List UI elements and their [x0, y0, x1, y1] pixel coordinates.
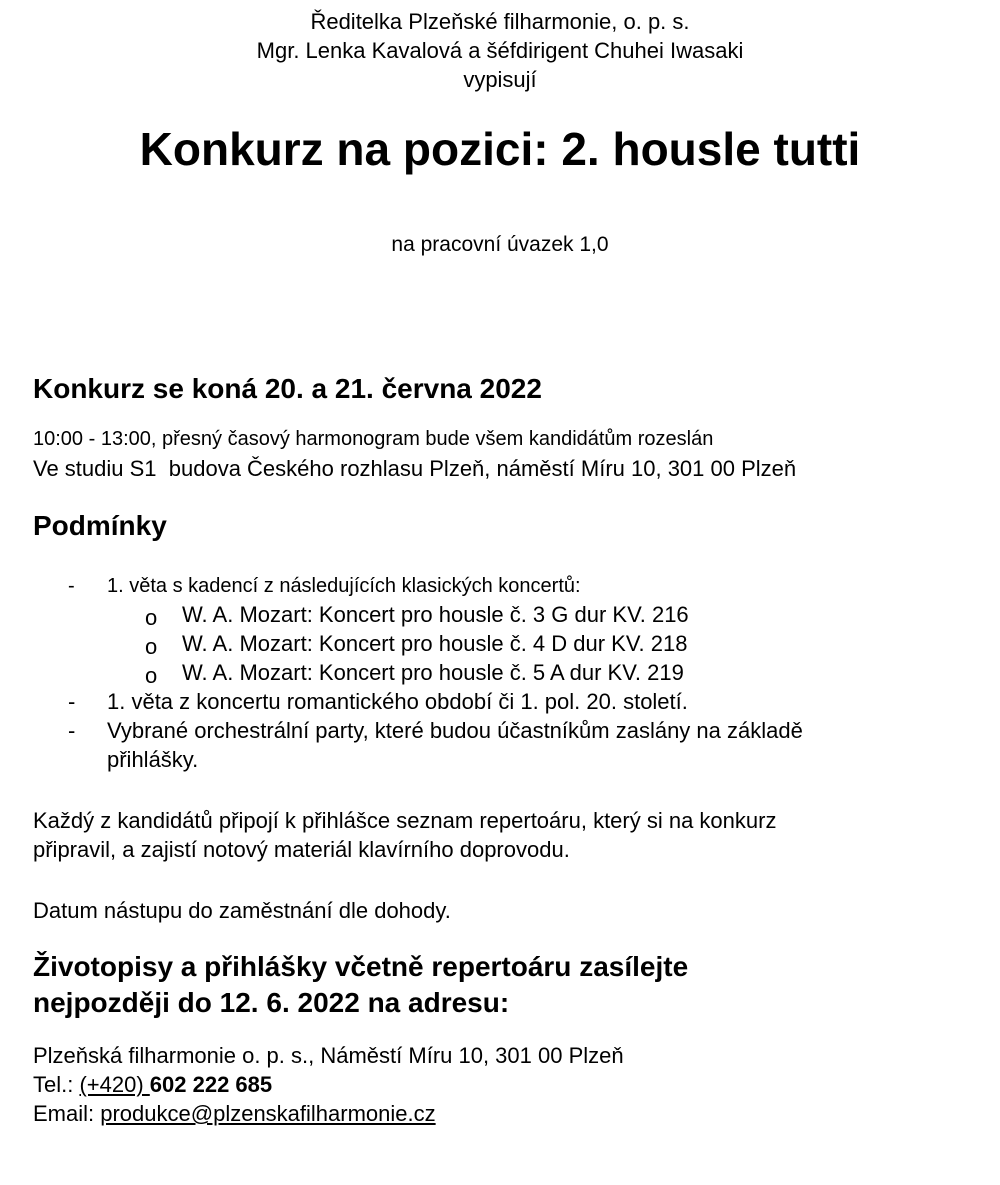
sub-list-marker: o	[145, 663, 158, 688]
conditions-heading: Podmínky	[33, 510, 167, 541]
list-item: 1. věta z koncertu romantického období či 1. pol. 20. století.	[107, 689, 688, 714]
phone-label: Tel.:	[33, 1072, 80, 1097]
phone-number: 602 222 685	[149, 1072, 273, 1097]
applications-heading-line-2: nejpozději do 12. 6. 2022 na adresu:	[33, 987, 510, 1018]
list-marker: -	[68, 575, 75, 597]
repertoire-note-line-2: připravil, a zajistí notový materiál klavírního doprovodu.	[33, 837, 570, 862]
schedule-time: 10:00 - 13:00, přesný časový harmonogram bude všem kandidátům rozeslán	[33, 428, 714, 450]
applications-heading-line-1: Životopisy a přihlášky včetně repertoáru zasílejte	[33, 951, 689, 982]
page-title: Konkurz na pozici: 2. housle tutti	[139, 123, 861, 175]
contact-email	[33, 1099, 436, 1128]
header-line-3: vypisují	[463, 67, 537, 92]
phone-prefix-link[interactable]: (+420)	[79, 1072, 150, 1097]
page-subtitle: na pracovní úvazek 1,0	[391, 233, 609, 256]
email-label: Email:	[33, 1101, 101, 1126]
email-link[interactable]: produkce@plzenskafilharmonie.cz	[100, 1101, 436, 1126]
schedule-heading: Konkurz se koná 20. a 21. června 2022	[33, 373, 542, 404]
sub-list-item: W. A. Mozart: Koncert pro housle č. 4 D dur KV. 218	[182, 631, 688, 656]
list-marker: -	[68, 689, 76, 714]
contact-address: Plzeňská filharmonie o. p. s., Náměstí Míru 10, 301 00 Plzeň	[33, 1043, 624, 1068]
contact-phone	[33, 1070, 272, 1099]
sub-list-marker: o	[145, 605, 158, 630]
list-marker: -	[68, 718, 76, 743]
start-date: Datum nástupu do zaměstnání dle dohody.	[33, 898, 451, 923]
sub-list-item: W. A. Mozart: Koncert pro housle č. 5 A dur KV. 219	[182, 660, 684, 685]
list-item-continuation: přihlášky.	[107, 747, 199, 772]
list-item: 1. věta s kadencí z následujících klasických koncertů:	[107, 575, 581, 597]
schedule-place: Ve studiu S1 budova Českého rozhlasu Plzeň, náměstí Míru 10, 301 00 Plzeň	[33, 456, 797, 481]
header-line-2: Mgr. Lenka Kavalová a šéfdirigent Chuhei Iwasaki	[256, 38, 744, 63]
repertoire-note-line-1: Každý z kandidátů připojí k přihlášce seznam repertoáru, který si na konkurz	[33, 808, 777, 833]
list-item: Vybrané orchestrální party, které budou účastníkům zaslány na základě	[107, 718, 803, 743]
sub-list-marker: o	[145, 634, 158, 659]
sub-list-item: W. A. Mozart: Koncert pro housle č. 3 G dur KV. 216	[182, 602, 689, 627]
header-line-1: Ředitelka Plzeňské filharmonie, o. p. s.	[310, 9, 690, 34]
